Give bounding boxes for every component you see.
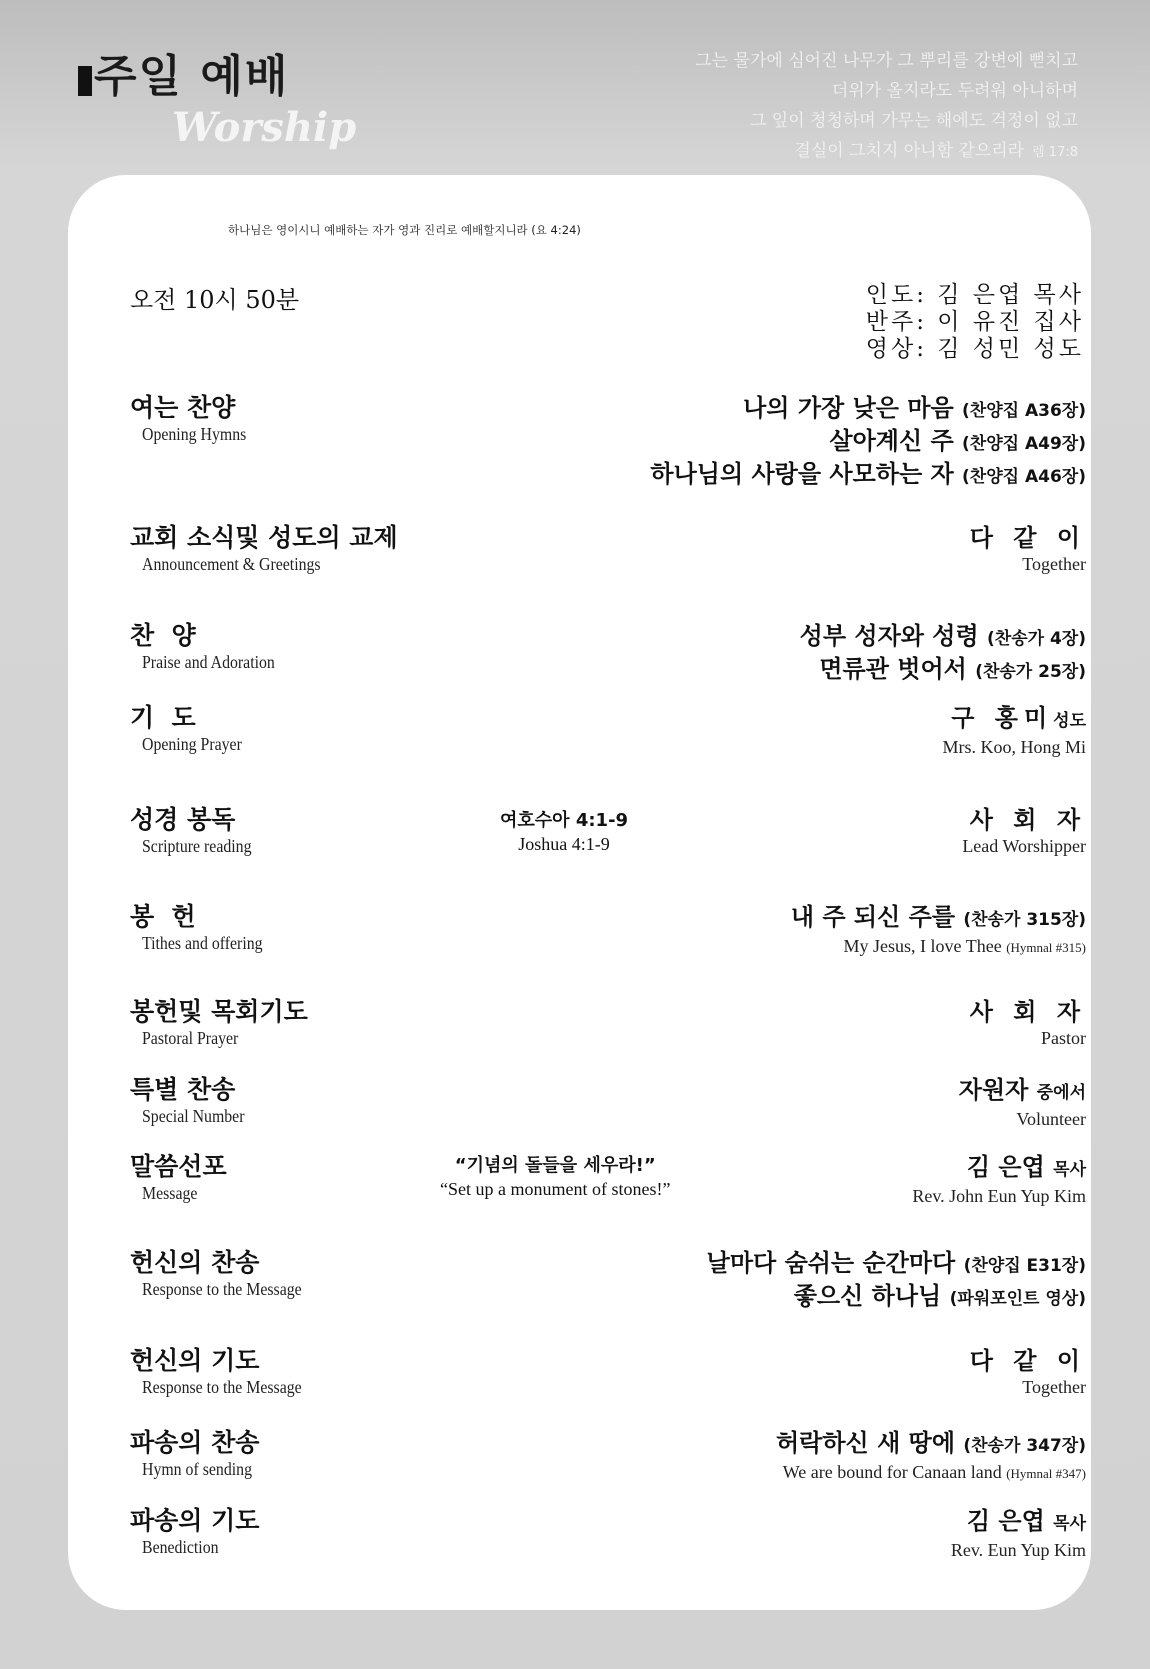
song-number: (찬양집 A49장) — [962, 434, 1086, 454]
item-title-en: Opening Prayer — [142, 734, 242, 754]
scripture-ko: 여호수아 4:1-9 — [500, 810, 629, 831]
item-title-ko: 파송의 기도 — [130, 1506, 260, 1535]
song-title-en: My Jesus, I love Thee — [843, 936, 1002, 956]
sermon-title — [440, 1154, 670, 1200]
song-line — [707, 1281, 1086, 1314]
song-title: 내 주 되신 주를 — [790, 903, 955, 931]
song-line-en — [776, 1461, 1086, 1485]
song-title: 좋으신 하나님 — [793, 1282, 942, 1310]
leader-name: 김 은엽 — [966, 1153, 1045, 1181]
verse-text: 결실이 그치지 아니함 같으리라 — [794, 141, 1025, 161]
item-title-en: Hymn of sending — [142, 1459, 252, 1479]
item-title-ko: 교회 소식및 성도의 교제 — [130, 523, 398, 552]
leader-title: 목사 — [1053, 1514, 1086, 1534]
leader-name-en: Rev. John Eun Yup Kim — [912, 1186, 1086, 1206]
staff-accompanist: 반주: 이 유진 집사 — [865, 309, 1084, 335]
item-title-ko: 봉 헌 — [130, 902, 196, 931]
song-line — [791, 902, 1086, 935]
leader-name: 김 은엽 — [966, 1507, 1045, 1535]
leader-line — [942, 703, 1086, 736]
scripture-en: Joshua 4:1-9 — [518, 834, 610, 854]
song-line — [707, 1248, 1086, 1281]
song-line — [650, 393, 1086, 426]
title-marker — [78, 66, 92, 96]
song-title: 허락하신 새 땅에 — [776, 1429, 955, 1457]
leader-name: 다 같 이 — [969, 1347, 1086, 1375]
staff-media: 영상: 김 성민 성도 — [865, 336, 1084, 362]
leader-name-en: Volunteer — [1016, 1109, 1086, 1129]
header-verse — [695, 46, 1078, 168]
leader-title: 목사 — [1053, 1160, 1086, 1180]
leader-name: 구 홍미 — [951, 704, 1054, 732]
item-title-ko: 봉헌및 목회기도 — [130, 997, 308, 1026]
item-title-en: Praise and Adoration — [142, 652, 275, 672]
leader-name-en: Pastor — [1041, 1028, 1086, 1048]
verse-line: 더위가 올지라도 두려워 아니하며 — [831, 81, 1078, 101]
leader-name: 사 회 자 — [969, 998, 1086, 1026]
item-title-en: Tithes and offering — [142, 933, 263, 953]
item-title-en: Scripture reading — [142, 836, 252, 856]
item-title-ko: 헌신의 찬송 — [130, 1248, 260, 1277]
page-title: 주일 예배 — [94, 51, 290, 102]
verse-line: 그 잎이 청청하며 가무는 해에도 걱정이 없고 — [749, 111, 1078, 131]
item-title-ko: 성경 봉독 — [130, 805, 236, 834]
song-line — [650, 426, 1086, 459]
scripture-reference — [500, 809, 628, 855]
song-title: 면류관 벗어서 — [819, 655, 967, 683]
leader-name-en: Lead Worshipper — [962, 836, 1086, 856]
verse-line: 그는 물가에 심어진 나무가 그 뿌리를 강변에 뻗치고 — [695, 51, 1078, 71]
song-title: 살아계신 주 — [829, 427, 954, 455]
item-title-en: Announcement & Greetings — [142, 554, 321, 574]
leader-line — [951, 1506, 1086, 1539]
header-title — [78, 40, 289, 104]
song-line — [776, 1428, 1086, 1461]
song-title: 성부 성자와 성령 — [799, 622, 979, 650]
verse-reference: 렘 17:8 — [1032, 145, 1078, 160]
song-title: 하나님의 사랑을 사모하는 자 — [650, 460, 954, 488]
song-number: (찬양집 E31장) — [963, 1256, 1086, 1276]
song-line — [800, 621, 1086, 654]
hymnal-number: (Hymnal #347) — [1006, 1466, 1086, 1481]
sermon-title-en: “Set up a monument of stones!” — [440, 1179, 671, 1199]
item-title-en: Benediction — [142, 1537, 219, 1557]
song-number: (찬양집 A36장) — [962, 401, 1086, 421]
verse-line — [695, 136, 1078, 168]
staff-list — [866, 282, 1084, 363]
leader-line — [912, 1152, 1086, 1185]
song-line-en — [791, 935, 1086, 959]
item-title-en: Opening Hymns — [142, 424, 247, 444]
song-title: 날마다 숨쉬는 순간마다 — [706, 1249, 956, 1277]
song-line — [650, 459, 1086, 492]
item-title-ko: 특별 찬송 — [130, 1075, 236, 1104]
sermon-title-ko: “기념의 돌들을 세우라!” — [454, 1155, 656, 1176]
song-number: (찬송가 4장) — [987, 629, 1086, 649]
leader-name-en: Together — [1022, 554, 1086, 574]
item-title-ko: 말씀선포 — [130, 1152, 227, 1181]
item-title-ko: 헌신의 기도 — [130, 1346, 260, 1375]
leader-name: 자원자 — [958, 1076, 1029, 1104]
item-title-en: Response to the Message — [142, 1377, 302, 1397]
song-number: (찬송가 347장) — [963, 1436, 1086, 1456]
leader-line — [959, 1075, 1086, 1108]
staff-leader: 인도: 김 은엽 목사 — [865, 282, 1084, 308]
item-title-en: Message — [142, 1183, 198, 1203]
song-line — [800, 654, 1086, 687]
epigraph: 하나님은 영이시니 예배하는 자가 영과 진리로 예배할지니라 (요 4:24) — [228, 223, 581, 237]
song-number: (찬송가 315장) — [963, 910, 1086, 930]
song-number: (파워포인트 영상) — [949, 1289, 1086, 1309]
song-title: 나의 가장 낮은 마음 — [743, 394, 954, 422]
leader-title: 성도 — [1053, 711, 1086, 731]
leader-name-en: Mrs. Koo, Hong Mi — [942, 737, 1086, 757]
song-number: (찬송가 25장) — [975, 662, 1086, 682]
leader-title: 중에서 — [1036, 1083, 1086, 1103]
item-title-en: Special Number — [142, 1106, 245, 1126]
page-subtitle: Worship — [172, 104, 357, 151]
leader-name-en: Rev. Eun Yup Kim — [950, 1540, 1086, 1560]
leader-name-en: Together — [1022, 1377, 1086, 1397]
song-number: (찬양집 A46장) — [962, 467, 1086, 487]
item-title-ko: 파송의 찬송 — [130, 1428, 260, 1457]
hymnal-number: (Hymnal #315) — [1006, 940, 1086, 955]
item-title-ko: 기 도 — [130, 703, 196, 732]
item-title-en: Response to the Message — [142, 1279, 302, 1299]
service-time: 오전 10시 50분 — [130, 286, 300, 314]
item-title-en: Pastoral Prayer — [142, 1028, 239, 1048]
leader-name: 사 회 자 — [969, 806, 1086, 834]
song-title-en: We are bound for Canaan land — [782, 1462, 1002, 1482]
item-title-ko: 찬 양 — [130, 621, 196, 650]
leader-name: 다 같 이 — [969, 524, 1086, 552]
item-title-ko: 여는 찬양 — [130, 393, 236, 422]
